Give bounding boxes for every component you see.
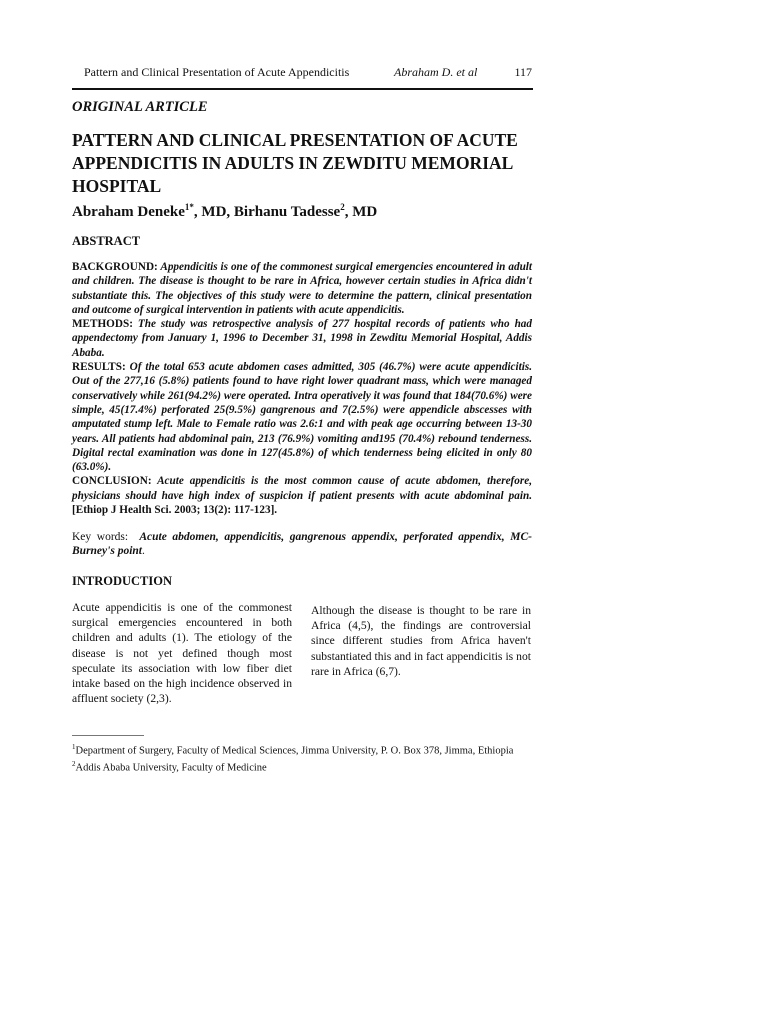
running-head-authors: Abraham D. et al xyxy=(394,65,478,79)
methods-label: METHODS: xyxy=(72,318,133,331)
footnote-1 xyxy=(72,741,532,758)
methods-text: The study was retrospective analysis of 277 hospital records of patients who had appendectomy from January 1, 1996 to December 31, 1998 in Zewditu Memorial Hospital, Addis Ababa. xyxy=(72,318,532,359)
footnote-2-text: Addis Ababa University, Faculty of Medicine xyxy=(75,762,267,774)
abstract-body xyxy=(72,260,532,517)
author-2-degree: , MD xyxy=(344,204,378,220)
footnote-2 xyxy=(72,758,532,775)
header-rule xyxy=(72,88,533,90)
author-1-name: Abraham Deneke xyxy=(72,204,185,220)
abstract-results xyxy=(72,360,532,474)
results-label: RESULTS: xyxy=(72,361,126,374)
author-2-name: Birhanu Tadesse xyxy=(233,204,341,220)
abstract-conclusion xyxy=(72,474,532,517)
author-1-affiliation-mark: 1* xyxy=(184,202,194,212)
abstract-heading: ABSTRACT xyxy=(72,234,141,248)
background-label: BACKGROUND: xyxy=(72,261,158,273)
background-text: Appendicitis is one of the commonest surgical emergencies encountered in adult and children. The disease is thought to be rare in Africa, however certain studies in Africa didn't substantiate this. The objectives of this study were to determine the pattern, clinical presentation and outcome of surgical intervention in patients with acute appendicitis. xyxy=(72,261,533,316)
footnotes xyxy=(72,741,532,775)
author-line xyxy=(72,202,377,221)
introduction-column-left: Acute appendicitis is one of the commonest surgical emergencies encountered in both children and adults (1). The etiology of the disease is not yet defined though most speculate its association with low fiber diet intake based on the high incidence observed in affluent society (2,3). xyxy=(72,601,292,706)
footnote-1-text: Department of Surgery, Faculty of Medical Sciences, Jimma University, P. O. Box 378, Jimma, Ethiopia xyxy=(75,745,514,757)
article-title: PATTERN AND CLINICAL PRESENTATION OF ACUTE APPENDICITIS IN ADULTS IN ZEWDITU MEMORIAL HOSPITAL xyxy=(72,130,518,196)
conclusion-text: Acute appendicitis is the most common cause of acute abdomen, therefore, physicians should have high index of suspicion if patient presents with acute abdominal pain. xyxy=(72,475,532,502)
conclusion-label: CONCLUSION: xyxy=(72,475,152,488)
citation: [Ethiop J Health Sci. 2003; 13(2): 117-123]. xyxy=(72,504,278,517)
footnote-2-mark: 2 xyxy=(72,760,76,768)
section-label: ORIGINAL ARTICLE xyxy=(72,99,208,115)
keywords-label: Key words xyxy=(72,531,125,543)
author-2-affiliation-mark: 2 xyxy=(340,202,345,212)
author-1-degree: , MD, xyxy=(193,204,234,220)
introduction-column-right: Although the disease is thought to be rare in Africa (4,5), the findings are controversial since different studies from Africa haven't substantiated this and in fact appendicitis is not rare in Africa (6,7). xyxy=(311,604,531,678)
introduction-heading: INTRODUCTION xyxy=(72,574,173,588)
footnote-rule xyxy=(72,735,144,736)
abstract-background xyxy=(72,260,532,317)
running-head-title: Pattern and Clinical Presentation of Acute Appendicitis xyxy=(84,65,350,79)
abstract-methods xyxy=(72,317,532,360)
keywords-text: Acute abdomen, appendicitis, gangrenous appendix, perforated appendix, MC-Burney's point xyxy=(72,531,532,557)
results-text: Of the total 653 acute abdomen cases admitted, 305 (46.7%) were acute appendicitis. Out of the 277,16 (5.8%) patients found to have right lower quadrant mass, which were managed conservatively while 261(94.2%) were operated. Intra operatively it was found that 184(70.6%) were simple, 45(17.4%) perforated 25(9.5%) gangrenous and 7(2.5%) were appendicle abscesses with amputated stump left. Male to Female ratio was 2.6:1 and with peak age occurring between 13-30 years. All patients had abdominal pain, 213 (76.9%) vomiting and195 (70.4%) rebound tenderness. Digital rectal examination was done in 127(45.8%) of which tenderness being elicited in only 80 (63.0%). xyxy=(72,361,532,474)
keywords: Key words: Acute abdomen, appendicitis, gangrenous appendix, perforated appendix, MC-Burney's point. xyxy=(72,531,532,557)
footnote-1-mark: 1 xyxy=(72,743,76,751)
page-number: 117 xyxy=(514,65,532,79)
